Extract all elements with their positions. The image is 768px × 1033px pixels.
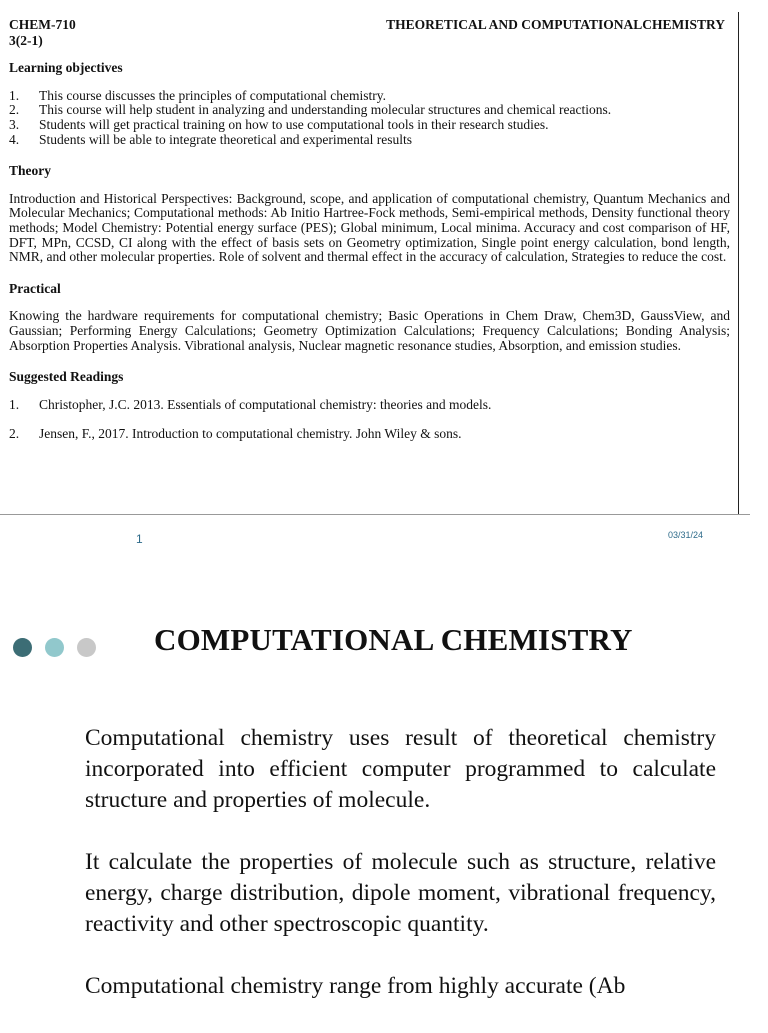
theory-heading: Theory — [9, 163, 51, 179]
slide-body — [85, 723, 716, 1033]
list-item — [9, 427, 730, 442]
list-item-number: 2. — [9, 102, 20, 118]
list-item-number: 2. — [9, 426, 20, 442]
practical-paragraph: Knowing the hardware requirements for computational chemistry; Basic Operations in Chem Draw, Chem3D, GaussView, and Gaussian; Performing Energy Calculations; Geometry Optimization Calculations; Frequency Calculations; Bonding Analysis; Absorption Properties Analysis. Vibrational analysis, Nuclear magnetic resonance studies, Absorption, and emission studies. — [9, 308, 730, 353]
computational-chemistry-slide — [0, 560, 768, 1024]
page-number: 1 — [136, 532, 143, 546]
list-item — [9, 89, 730, 104]
list-item-text: Jensen, F., 2017. Introduction to computational chemistry. John Wiley & sons. — [39, 426, 462, 442]
objectives-list — [9, 89, 730, 147]
course-outline-content — [9, 18, 730, 457]
list-item — [9, 133, 730, 148]
list-item-text: Christopher, J.C. 2013. Essentials of computational chemistry: theories and models. — [39, 396, 492, 412]
dark-teal-dot-icon — [13, 638, 32, 657]
list-item-text: Students will be able to integrate theoretical and experimental results — [39, 131, 413, 147]
course-code: CHEM-710 — [9, 17, 76, 32]
body-paragraph: Computational chemistry range from highly accurate (Ab — [85, 973, 626, 999]
list-item-text: Students will get practical training on how to use computational tools in their research studies. — [39, 116, 549, 132]
list-item-number: 4. — [9, 131, 20, 147]
slide-date: 03/31/24 — [668, 530, 704, 540]
list-item-number: 3. — [9, 116, 20, 132]
list-item — [9, 118, 730, 133]
list-item-text: This course discusses the principles of computational chemistry. — [39, 87, 387, 103]
list-item — [9, 103, 730, 118]
slide-title: COMPUTATIONAL CHEMISTRY — [154, 622, 633, 657]
list-item-text: This course will help student in analyzing and understanding molecular structures and chemical reactions. — [39, 102, 612, 118]
course-header — [9, 18, 730, 33]
course-credits: 3(2-1) — [9, 32, 43, 48]
light-teal-dot-icon — [45, 638, 64, 657]
course-title: THEORETICAL AND COMPUTATIONALCHEMISTRY — [386, 17, 725, 32]
slide-bottom-border — [0, 514, 750, 515]
objectives-heading: Learning objectives — [9, 60, 123, 76]
title-bullet-dots — [13, 638, 96, 657]
practical-heading: Practical — [9, 280, 61, 296]
body-paragraph: Computational chemistry uses result of theoretical chemistry incorporated into efficient computer programmed to calculate structure and properties of molecule. — [85, 725, 716, 813]
list-item — [9, 398, 730, 413]
list-item-number: 1. — [9, 87, 20, 103]
theory-paragraph: Introduction and Historical Perspectives: Background, scope, and application of computational chemistry, Quantum Mechanics and Molecular Mechanics; Computational methods: Ab Initio Hartree-Fock methods, Semi-empirical methods, Density functional theory methods; Model Chemistry: Potential energy surface (PES); Global minimum, Local minima. Accuracy and cost comparison of HF, DFT, MPn, CCSD, CI along with the effect of basis sets on Geometry optimization, Single point energy calculation, bond length, NMR, and other molecular properties. Role of solvent and thermal effect in the accuracy of calculation, Strategies to reduce the cost. — [9, 190, 730, 265]
slide-right-border — [738, 12, 739, 514]
body-paragraph: It calculate the properties of molecule such as structure, relative energy, charge distribution, dipole moment, vibrational frequency, reactivity and other spectroscopic quantity. — [85, 849, 716, 937]
grey-dot-icon — [77, 638, 96, 657]
list-item-number: 1. — [9, 396, 20, 412]
readings-heading: Suggested Readings — [9, 369, 124, 385]
readings-list — [9, 398, 730, 442]
